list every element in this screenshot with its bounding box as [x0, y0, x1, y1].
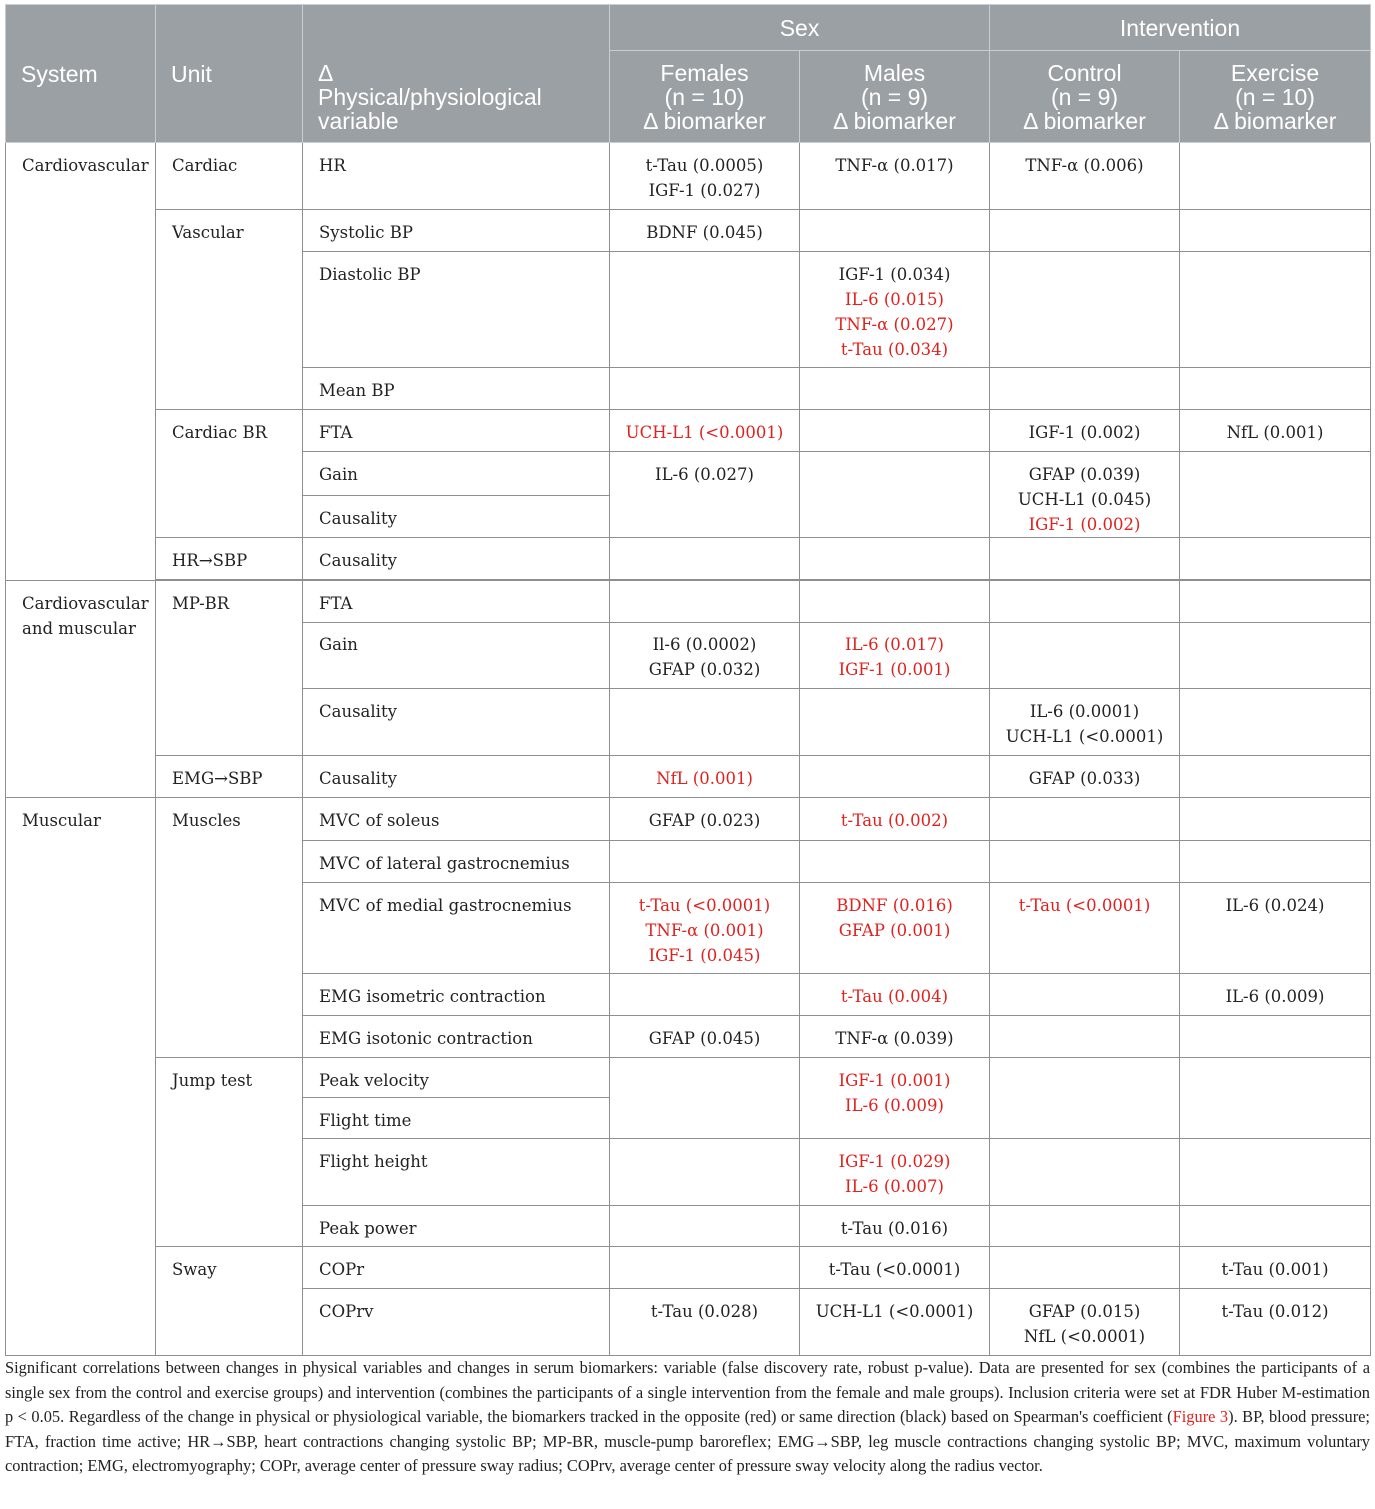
- cell-exercise: [1180, 368, 1371, 410]
- variable-causality: Causality: [303, 538, 610, 580]
- cell-females: [610, 1058, 800, 1139]
- biomarker-entry: GFAP (0.039): [1028, 465, 1141, 484]
- header-control-biomarker: Δ biomarker: [1023, 108, 1146, 134]
- variable-mvc-medial-gastrocnemius: MVC of medial gastrocnemius: [303, 883, 610, 974]
- unit-jump-test: Jump test: [156, 1058, 303, 1247]
- variable-emg-isometric: EMG isometric contraction: [303, 974, 610, 1016]
- header-intervention-group: Intervention: [990, 5, 1371, 51]
- table-row: [6, 798, 1371, 841]
- cell-exercise: [1180, 623, 1371, 689]
- cell-males: [800, 1247, 990, 1289]
- variable-mvc-soleus: MVC of soleus: [303, 798, 610, 841]
- biomarker-entry: UCH-L1 (<0.0001): [815, 1302, 974, 1321]
- header-system: System: [6, 5, 156, 143]
- cell-control: [990, 581, 1180, 623]
- cell-exercise: [1180, 538, 1371, 580]
- unit-sway: Sway: [156, 1247, 303, 1356]
- cell-males: [800, 974, 990, 1016]
- cell-exercise: [1180, 689, 1371, 756]
- cell-control: [990, 410, 1180, 452]
- cell-exercise: [1180, 1206, 1371, 1247]
- biomarker-entry: IL-6 (0.007): [845, 1177, 944, 1196]
- cell-exercise: [1180, 756, 1371, 798]
- variable-causality: Causality: [303, 756, 610, 798]
- header-variable-line-3: variable: [318, 108, 399, 134]
- unit-mp-br: MP-BR: [156, 581, 303, 756]
- cell-females: [610, 1016, 800, 1058]
- variable-peak-velocity: Peak velocity: [303, 1058, 610, 1098]
- cell-control: [990, 1206, 1180, 1247]
- biomarker-entry: IGF-1 (0.002): [1028, 423, 1141, 442]
- biomarker-entry: IGF-1 (0.001): [838, 660, 951, 679]
- biomarker-entry: t-Tau (0.001): [1221, 1260, 1329, 1279]
- figure-3-link[interactable]: Figure 3: [1172, 1407, 1229, 1427]
- header-females-label: Females: [660, 60, 749, 86]
- cell-males: [800, 368, 990, 410]
- variable-flight-height: Flight height: [303, 1139, 610, 1206]
- cell-males: [800, 756, 990, 798]
- biomarker-entry: IGF-1 (0.034): [838, 265, 951, 284]
- cell-exercise: [1180, 252, 1371, 368]
- cell-control: [990, 689, 1180, 756]
- biomarker-entry: GFAP (0.023): [648, 811, 761, 830]
- cell-females: [610, 883, 800, 974]
- header-variable: [303, 5, 610, 143]
- header-exercise-label: Exercise: [1230, 60, 1320, 86]
- cell-females: [610, 210, 800, 252]
- cell-females: [610, 974, 800, 1016]
- biomarker-entry: BDNF (0.045): [646, 223, 763, 242]
- header-sex-group: Sex: [610, 5, 990, 51]
- table-row: [6, 756, 1371, 798]
- biomarker-entry: IGF-1 (0.001): [838, 1071, 951, 1090]
- biomarker-entry: UCH-L1 (0.045): [1017, 490, 1152, 509]
- results-table-container: [5, 4, 1370, 1356]
- biomarker-entry: TNF-α (0.006): [1025, 156, 1144, 175]
- cell-exercise: [1180, 1058, 1371, 1139]
- biomarker-entry: t-Tau (0.012): [1221, 1302, 1329, 1321]
- header-control-n: (n = 9): [1050, 84, 1119, 110]
- biomarker-entry: IGF-1 (0.029): [838, 1152, 951, 1171]
- cell-males: [800, 883, 990, 974]
- table-caption: [5, 1356, 1370, 1479]
- header-unit: Unit: [156, 5, 303, 143]
- cell-females: [610, 756, 800, 798]
- biomarker-entry: IL-6 (0.009): [1225, 987, 1325, 1006]
- cell-exercise: [1180, 1139, 1371, 1206]
- cell-males: [800, 841, 990, 883]
- biomarker-entry: IGF-1 (0.045): [648, 946, 761, 965]
- cell-females: [610, 368, 800, 410]
- header-exercise-n: (n = 10): [1235, 84, 1315, 110]
- cell-males: [800, 1058, 990, 1139]
- cell-females: [610, 1206, 800, 1247]
- header-control-label: Control: [1047, 60, 1122, 86]
- cell-females: [610, 623, 800, 689]
- table-row: [6, 1058, 1371, 1098]
- cell-males: [800, 210, 990, 252]
- variable-gain: Gain: [303, 452, 610, 496]
- cell-females: [610, 1247, 800, 1289]
- cell-control: [990, 452, 1180, 538]
- cell-exercise: [1180, 143, 1371, 210]
- biomarker-entry: GFAP (0.001): [838, 921, 951, 940]
- table-row: [6, 581, 1371, 623]
- biomarker-entry: UCH-L1 (<0.0001): [1005, 727, 1164, 746]
- cell-control: [990, 210, 1180, 252]
- cell-females: [610, 143, 800, 210]
- biomarker-entry: GFAP (0.032): [648, 660, 761, 679]
- cell-males: [800, 452, 990, 538]
- header-control: [990, 51, 1180, 143]
- cell-exercise: [1180, 883, 1371, 974]
- cell-exercise: [1180, 452, 1371, 538]
- cell-control: [990, 841, 1180, 883]
- cell-exercise: [1180, 581, 1371, 623]
- variable-causality: Causality: [303, 689, 610, 756]
- biomarker-entry: TNF-α (0.001): [645, 921, 764, 940]
- cell-control: [990, 252, 1180, 368]
- variable-causality: Causality: [303, 496, 610, 538]
- cell-control: [990, 368, 1180, 410]
- cell-exercise: [1180, 1289, 1371, 1356]
- caption-text-2: ). BP, blood pressure; FTA, fraction time active; HR→SBP, heart contractions changing systolic BP; MP-BR, muscle-pump baroreflex; EMG→SBP, leg muscle contractions changing systolic BP; MVC, maximum voluntary contraction; EMG, electromyography; COPr, average center of pressure sway radius; COPrv, average center of pressure sway velocity along the radius vector.: [5, 1407, 1370, 1476]
- biomarker-entry: IL-6 (0.024): [1225, 896, 1325, 915]
- cell-males: [800, 623, 990, 689]
- variable-diastolic-bp: Diastolic BP: [303, 252, 610, 368]
- cell-males: [800, 410, 990, 452]
- cell-control: [990, 974, 1180, 1016]
- variable-fta: FTA: [303, 581, 610, 623]
- cell-males: [800, 252, 990, 368]
- biomarker-entry: TNF-α (0.027): [835, 315, 954, 334]
- cell-exercise: [1180, 974, 1371, 1016]
- correlation-table: [5, 4, 1371, 1356]
- cell-control: [990, 1016, 1180, 1058]
- cell-control: [990, 756, 1180, 798]
- header-males: [800, 51, 990, 143]
- table-row: [6, 210, 1371, 252]
- header-variable-line-2: Physical/physiological: [318, 84, 542, 110]
- biomarker-entry: NfL (<0.0001): [1023, 1327, 1146, 1346]
- unit-cardiac-br: Cardiac BR: [156, 410, 303, 538]
- table-row: [6, 143, 1371, 210]
- table-row: [6, 1247, 1371, 1289]
- cell-females: [610, 798, 800, 841]
- cell-control: [990, 1247, 1180, 1289]
- biomarker-entry: TNF-α (0.039): [835, 1029, 954, 1048]
- variable-gain: Gain: [303, 623, 610, 689]
- cell-males: [800, 581, 990, 623]
- biomarker-entry: TNF-α (0.017): [835, 156, 954, 175]
- biomarker-entry: t-Tau (0.004): [840, 987, 949, 1006]
- cell-control: [990, 883, 1180, 974]
- cell-control: [990, 1058, 1180, 1139]
- cell-females: [610, 252, 800, 368]
- unit-emg-sbp: EMG→SBP: [156, 756, 303, 798]
- biomarker-entry: UCH-L1 (<0.0001): [625, 423, 784, 442]
- variable-peak-power: Peak power: [303, 1206, 610, 1247]
- biomarker-entry: IL-6 (0.009): [845, 1096, 944, 1115]
- biomarker-entry: t-Tau (<0.0001): [1018, 896, 1151, 915]
- biomarker-entry: Il-6 (0.0002): [652, 635, 757, 654]
- biomarker-entry: GFAP (0.045): [648, 1029, 761, 1048]
- table-header: [6, 5, 1371, 143]
- biomarker-entry: t-Tau (0.002): [840, 811, 949, 830]
- biomarker-entry: IL-6 (0.0001): [1029, 702, 1140, 721]
- biomarker-entry: IL-6 (0.017): [845, 635, 944, 654]
- cell-males: [800, 1139, 990, 1206]
- cell-control: [990, 1139, 1180, 1206]
- cell-males: [800, 538, 990, 580]
- unit-vascular: Vascular: [156, 210, 303, 410]
- cell-males: [800, 1206, 990, 1247]
- biomarker-entry: GFAP (0.015): [1028, 1302, 1141, 1321]
- biomarker-entry: GFAP (0.033): [1028, 769, 1141, 788]
- cell-females: [610, 538, 800, 580]
- variable-copr: COPr: [303, 1247, 610, 1289]
- variable-hr: HR: [303, 143, 610, 210]
- header-males-n: (n = 9): [860, 84, 929, 110]
- cell-males: [800, 1016, 990, 1058]
- biomarker-entry: IGF-1 (0.027): [648, 181, 761, 200]
- header-males-label: Males: [863, 60, 926, 86]
- cell-exercise: [1180, 210, 1371, 252]
- table-row: [6, 538, 1371, 580]
- variable-flight-time: Flight time: [303, 1098, 610, 1139]
- unit-cardiac: Cardiac: [156, 143, 303, 210]
- biomarker-entry: t-Tau (0.028): [650, 1302, 759, 1321]
- cell-females: [610, 452, 800, 538]
- cell-females: [610, 410, 800, 452]
- header-exercise: [1180, 51, 1371, 143]
- biomarker-entry: NfL (0.001): [1226, 423, 1324, 442]
- caption-text-1: Significant correlations between changes in physical variables and changes in serum biomarkers: variable (false discovery rate, robust p-value). Data are presented for sex (combines the participants of a single sex from the control and exercise groups) and intervention (combines the participants of a single intervention from the female and male groups). Inclusion criteria were set at FDR Huber M-estimation p < 0.05. Regardless of the change in physical or physiological variable, the biomarkers tracked in the opposite (red) or same direction (black) based on Spearman's coefficient (: [5, 1358, 1370, 1427]
- variable-fta: FTA: [303, 410, 610, 452]
- unit-hr-sbp: HR→SBP: [156, 538, 303, 580]
- cell-control: [990, 623, 1180, 689]
- biomarker-entry: BDNF (0.016): [836, 896, 953, 915]
- header-exercise-biomarker: Δ biomarker: [1213, 108, 1337, 134]
- biomarker-entry: t-Tau (<0.0001): [638, 896, 771, 915]
- cell-females: [610, 1139, 800, 1206]
- cell-control: [990, 143, 1180, 210]
- header-females: [610, 51, 800, 143]
- cell-control: [990, 538, 1180, 580]
- unit-muscles: Muscles: [156, 798, 303, 1058]
- header-females-n: (n = 10): [664, 84, 745, 110]
- table-row: [6, 410, 1371, 452]
- cell-females: [610, 581, 800, 623]
- biomarker-entry: IL-6 (0.015): [845, 290, 944, 309]
- biomarker-entry: NfL (0.001): [656, 769, 753, 788]
- header-variable-line-1: Δ: [318, 60, 334, 86]
- cell-exercise: [1180, 798, 1371, 841]
- biomarker-entry: IL-6 (0.027): [655, 465, 754, 484]
- system-cardiovascular: Cardiovascular: [6, 143, 156, 581]
- cell-exercise: [1180, 410, 1371, 452]
- biomarker-entry: t-Tau (<0.0001): [828, 1260, 961, 1279]
- variable-mean-bp: Mean BP: [303, 368, 610, 410]
- cell-control: [990, 1289, 1180, 1356]
- header-males-biomarker: Δ biomarker: [833, 108, 956, 134]
- variable-mvc-lateral-gastrocnemius: MVC of lateral gastrocnemius: [303, 841, 610, 883]
- variable-systolic-bp: Systolic BP: [303, 210, 610, 252]
- table-body: [6, 143, 1371, 1356]
- cell-exercise: [1180, 841, 1371, 883]
- biomarker-entry: t-Tau (0.016): [840, 1219, 949, 1238]
- cell-exercise: [1180, 1247, 1371, 1289]
- cell-females: [610, 689, 800, 756]
- cell-males: [800, 798, 990, 841]
- cell-females: [610, 841, 800, 883]
- system-muscular: Muscular: [6, 798, 156, 1356]
- variable-coprv: COPrv: [303, 1289, 610, 1356]
- biomarker-entry: t-Tau (0.0005): [645, 156, 764, 175]
- cell-males: [800, 1289, 990, 1356]
- variable-emg-isotonic: EMG isotonic contraction: [303, 1016, 610, 1058]
- cell-control: [990, 798, 1180, 841]
- cell-females: [610, 1289, 800, 1356]
- system-cardiovascular-and-muscular: Cardiovascular and muscular: [6, 581, 156, 798]
- cell-exercise: [1180, 1016, 1371, 1058]
- cell-males: [800, 689, 990, 756]
- biomarker-entry: t-Tau (0.034): [840, 340, 949, 359]
- cell-males: [800, 143, 990, 210]
- header-females-biomarker: Δ biomarker: [643, 108, 766, 134]
- biomarker-entry: IGF-1 (0.002): [1028, 515, 1141, 534]
